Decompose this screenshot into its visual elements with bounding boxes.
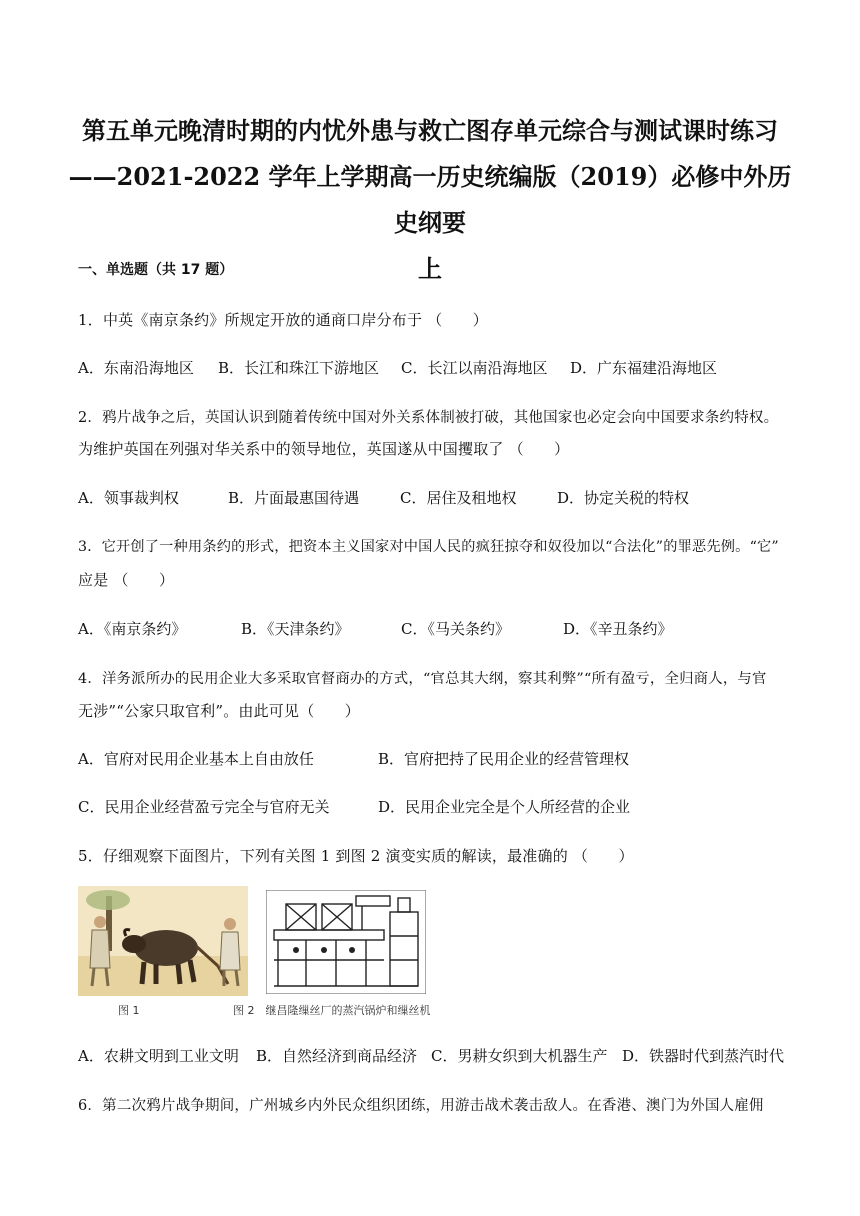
q1-stem: 1．中英《南京条约》所规定开放的通商口岸分布于 （ ）: [78, 311, 488, 329]
q4-option-a: A．官府对民用企业基本上自由放任: [78, 750, 314, 768]
title-line-2: ——2021-2022 学年上学期高一历史统编版（2019）必修中外历史纲要: [68, 162, 792, 237]
title-line-1: 第五单元晚清时期的内忧外患与救亡图存单元综合与测试课时练习: [82, 116, 778, 145]
figure-2-caption: 图 2 继昌隆缫丝厂的蒸汽锅炉和缫丝机: [233, 1004, 431, 1017]
figure-1-caption: 图 1: [118, 1004, 140, 1017]
q2-stem-line-1: 2．鸦片战争之后，英国认识到随着传统中国对外关系体制被打破，其他国家也必定会向中国要求条约特权。: [78, 410, 779, 426]
q4-option-c: C．民用企业经营盈亏完全与官府无关: [78, 798, 330, 816]
q5-stem: 5．仔细观察下面图片，下列有关图 1 到图 2 演变实质的解读，最准确的 （ ）: [78, 847, 634, 865]
q1-option-a: A．东南沿海地区: [78, 359, 194, 377]
title-line-3: 上: [418, 254, 442, 283]
q2-option-d: D．协定关税的特权: [557, 489, 690, 507]
q5-option-a: A．农耕文明到工业文明: [78, 1047, 239, 1065]
q5-figure: [78, 886, 458, 1018]
q4-stem-line-1: 4．洋务派所办的民用企业大多采取官督商办的方式，“官总其大纲，察其利弊”“所有盈亏，全归商人，与官: [78, 671, 767, 687]
q4-stem-line-2: 无涉”“公家只取官利”。由此可见（ ）: [78, 702, 361, 720]
q1-option-c: C．长江以南沿海地区: [401, 359, 548, 377]
q2-option-a: A．领事裁判权: [78, 489, 179, 507]
q2-option-c: C．居住及租地权: [400, 489, 517, 507]
q6-stem-line-1: 6．第二次鸦片战争期间，广州城乡内外民众组织团练，用游击战术袭击敌人。在香港、澳门为外国人雇佣: [78, 1098, 764, 1114]
figure-2-illustration: [266, 890, 426, 994]
figure-1-illustration: [78, 886, 248, 996]
q3-option-b: B．《天津条约》: [241, 620, 350, 638]
q1-option-d: D．广东福建沿海地区: [570, 359, 718, 377]
q3-stem-line-1: 3．它开创了一种用条约的形式，把资本主义国家对中国人民的疯狂掠夺和奴役加以“合法化”的罪恶先例。“它”: [78, 539, 779, 555]
section-heading: 一、单选题（共 17 题）: [78, 262, 234, 278]
q2-stem-line-2: 为维护英国在列强对华关系中的领导地位，英国遂从中国攫取了 （ ）: [78, 440, 570, 458]
q4-option-d: D．民用企业完全是个人所经营的企业: [378, 798, 631, 816]
q5-option-c: C．男耕女织到大机器生产: [431, 1047, 608, 1065]
q5-option-b: B．自然经济到商品经济: [256, 1047, 418, 1065]
q3-option-c: C．《马关条约》: [401, 620, 510, 638]
q5-option-d: D．铁器时代到蒸汽时代: [622, 1047, 785, 1065]
q3-stem-line-2: 应是 （ ）: [78, 571, 175, 589]
q1-option-b: B．长江和珠江下游地区: [218, 359, 380, 377]
q3-option-d: D．《辛丑条约》: [563, 620, 673, 638]
q4-option-b: B．官府把持了民用企业的经营管理权: [378, 750, 630, 768]
q2-option-b: B．片面最惠国待遇: [228, 489, 360, 507]
q3-option-a: A．《南京条约》: [78, 620, 187, 638]
